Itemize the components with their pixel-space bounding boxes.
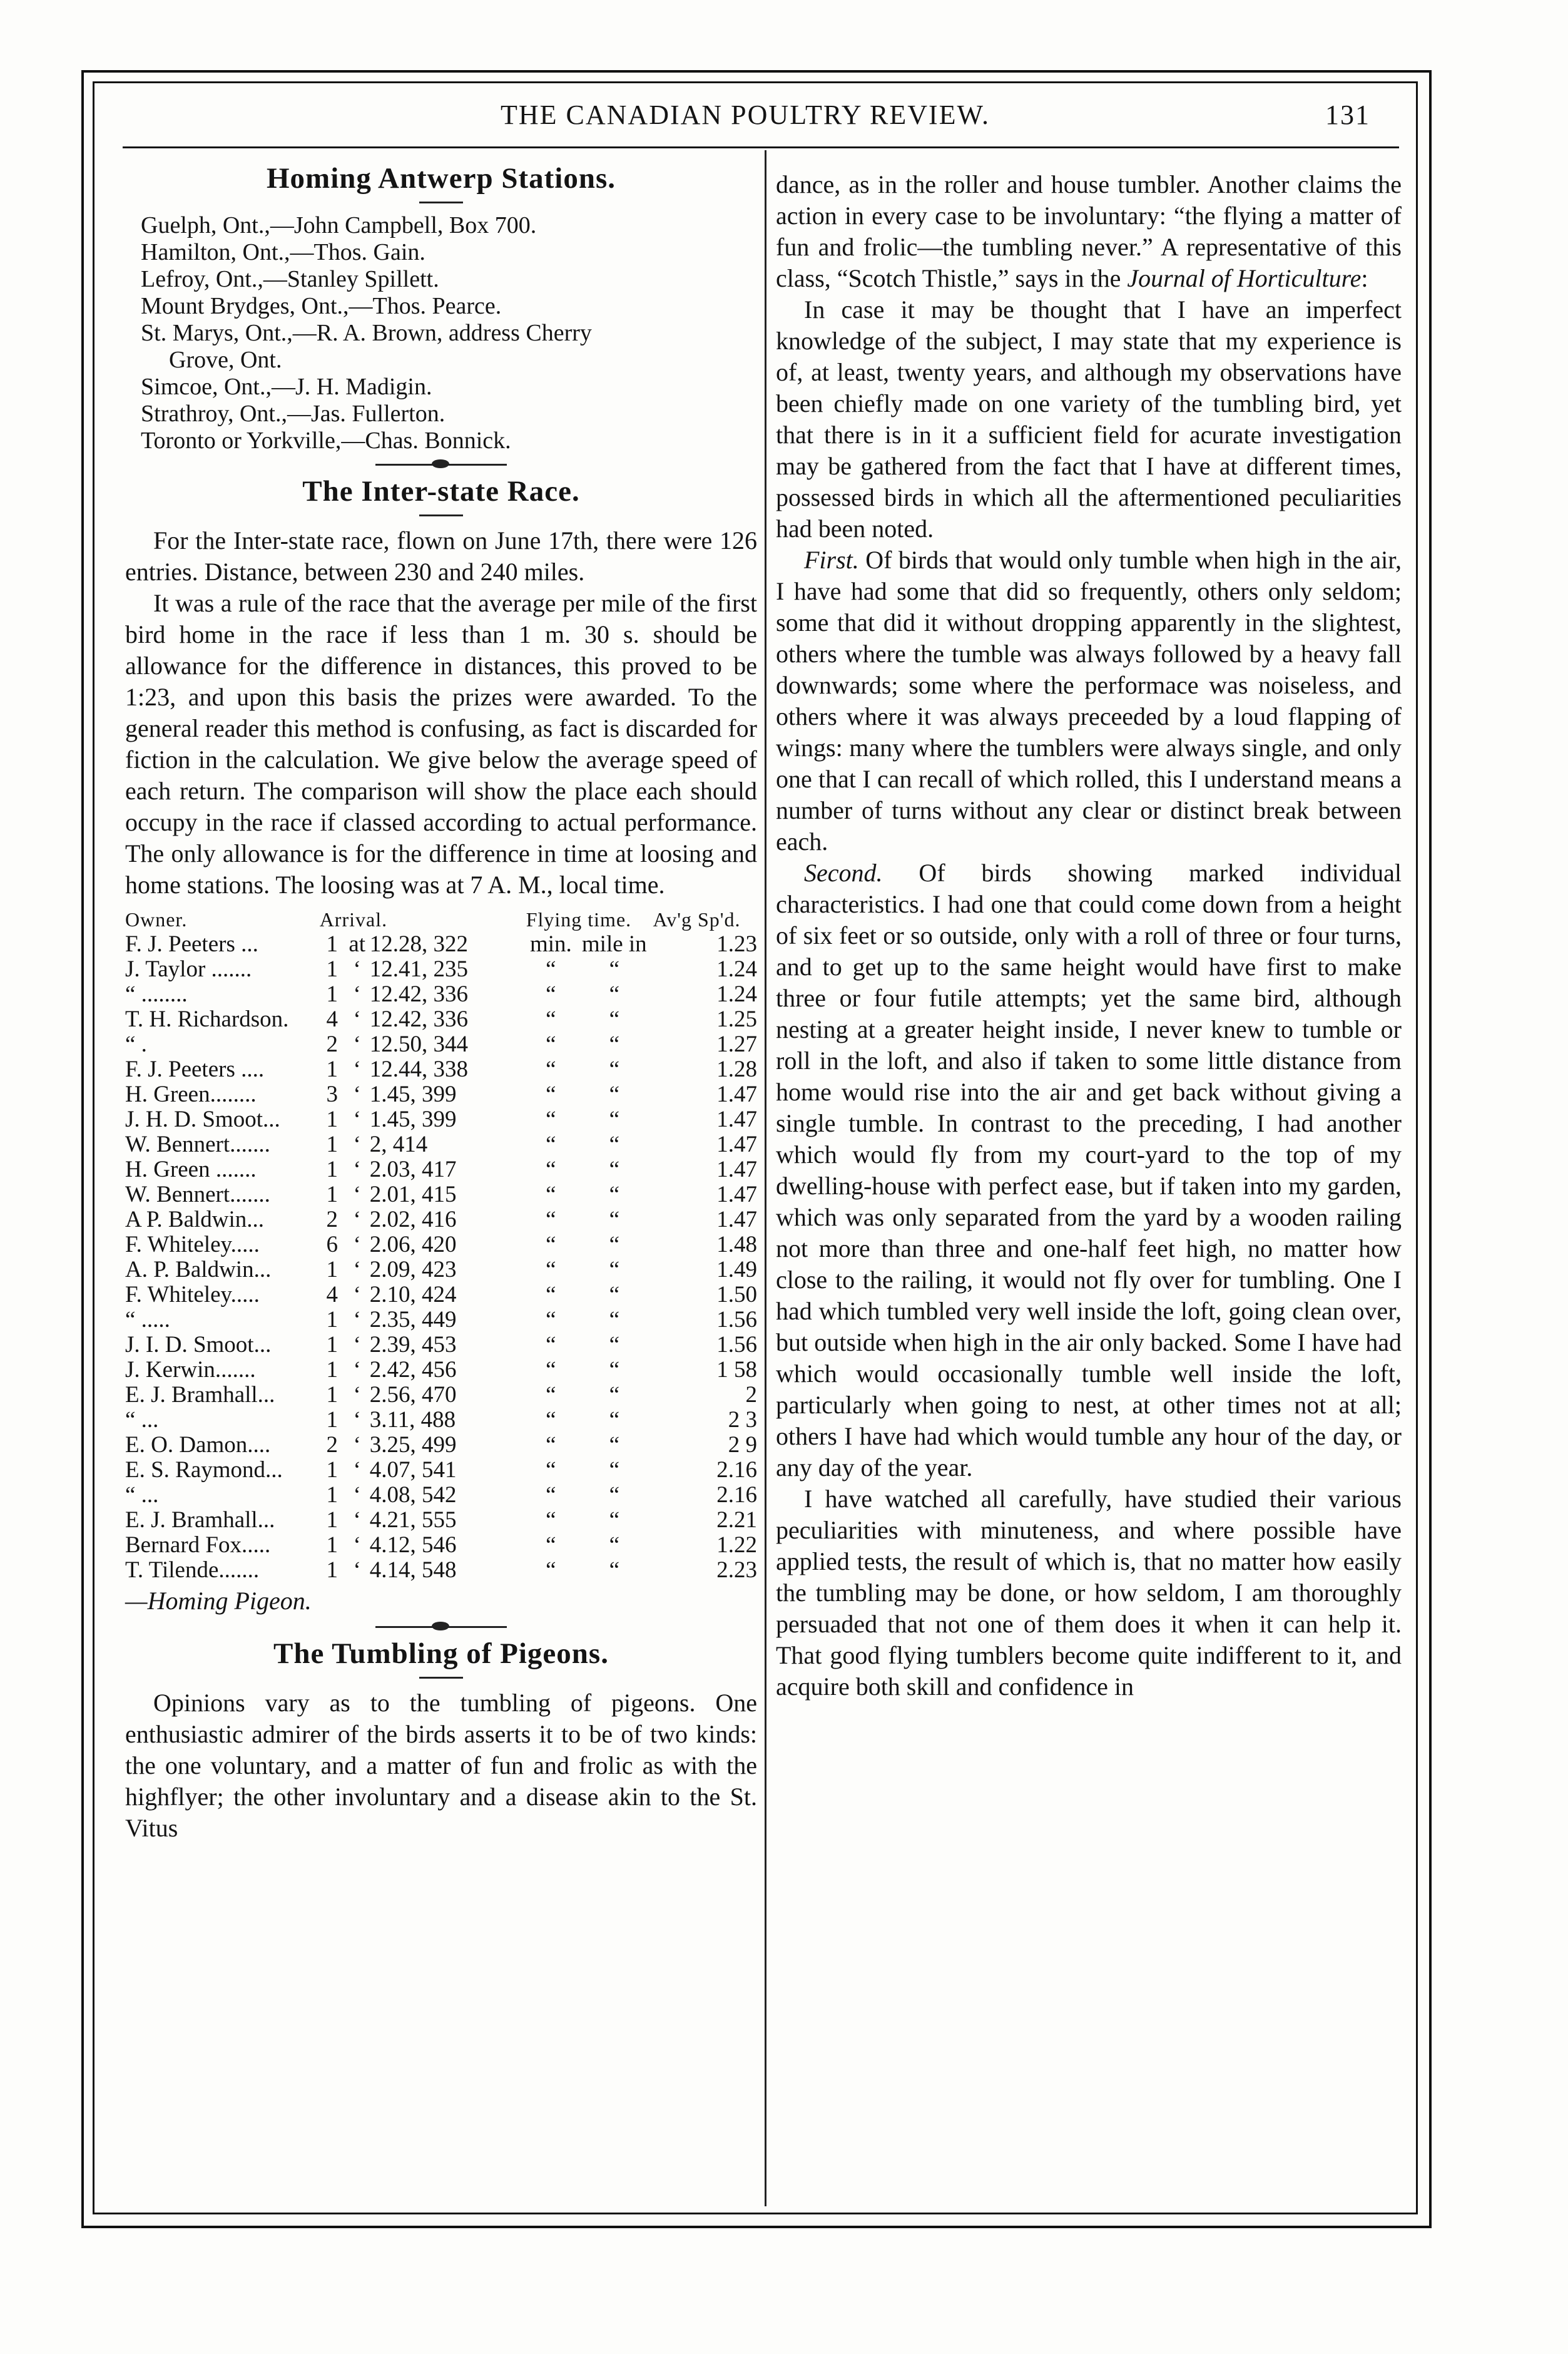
table-row <box>125 1458 757 1483</box>
arrival-mark-cell: ‘ <box>353 1507 361 1533</box>
time-distance-cell: 1.45, 399 <box>369 1082 457 1107</box>
time-distance-cell: 12.42, 336 <box>369 981 468 1007</box>
paragraph-text: dance, as in the roller and house tumbler. Another claims the action in every case to be involuntary: “the flying a matter of fun and frolic—the tumbling never.” A representative of this class, “Scotch Thistle,” says in the <box>776 170 1402 292</box>
table-row <box>125 1032 757 1057</box>
owner-cell: H. Green........ <box>125 1082 257 1107</box>
owner-cell: Bernard Fox..... <box>125 1532 271 1558</box>
arrival-mark-cell: ‘ <box>353 1182 361 1207</box>
unit-cell: “ <box>546 1482 556 1508</box>
arrival-mark-cell: ‘ <box>353 1257 361 1282</box>
col-header-owner: Owner. <box>125 908 188 931</box>
count-cell: 3 <box>326 1082 338 1107</box>
station-item: St. Marys, Ont.,—R. A. Brown, address Cherry <box>141 320 592 346</box>
table-row <box>125 1307 757 1333</box>
unit-cell: “ <box>546 1382 556 1408</box>
race-paragraph: For the Inter-state race, flown on June 17th, there were 126 entries. Distance, between 230 and 240 miles. <box>125 526 757 586</box>
speed-cell: 2 9 <box>728 1432 757 1458</box>
owner-cell: A. P. Baldwin... <box>125 1257 272 1282</box>
arrival-mark-cell: ‘ <box>353 1006 361 1032</box>
unit-cell: “ <box>609 981 620 1007</box>
arrival-mark-cell: ‘ <box>353 1332 361 1358</box>
unit-cell: “ <box>609 1006 620 1032</box>
count-cell: 6 <box>326 1232 338 1257</box>
count-cell: 1 <box>326 956 338 982</box>
table-row <box>125 1483 757 1508</box>
unit-cell: “ <box>609 1157 620 1182</box>
owner-cell: “ ... <box>125 1482 159 1508</box>
owner-cell: J. Taylor ....... <box>125 956 252 982</box>
time-distance-cell: 12.44, 338 <box>369 1057 468 1082</box>
table-row <box>125 1107 757 1132</box>
unit-cell: “ <box>609 1257 620 1282</box>
owner-cell: E. J. Bramhall... <box>125 1382 275 1408</box>
race-results-table <box>125 907 757 1583</box>
speed-cell: 1.47 <box>716 1157 757 1182</box>
speed-cell: 1.56 <box>716 1307 757 1333</box>
arrival-mark-cell: ‘ <box>353 1031 361 1057</box>
time-distance-cell: 1.45, 399 <box>369 1107 457 1132</box>
unit-cell: “ <box>546 1357 556 1383</box>
unit-cell: “ <box>609 1082 620 1107</box>
race-heading: The Inter-state Race. <box>302 475 580 508</box>
speed-cell: 1.47 <box>716 1182 757 1207</box>
unit-cell: “ <box>609 1382 620 1408</box>
unit-cell: “ <box>609 1507 620 1533</box>
count-cell: 1 <box>326 1307 338 1333</box>
table-row <box>125 1007 757 1032</box>
count-cell: 1 <box>326 1357 338 1383</box>
speed-cell: 1.28 <box>716 1057 757 1082</box>
arrival-mark-cell: ‘ <box>353 1132 361 1157</box>
speed-cell: 2 3 <box>728 1407 757 1433</box>
arrival-mark-cell: ‘ <box>353 1482 361 1508</box>
table-row <box>125 957 757 982</box>
arrival-mark-cell: ‘ <box>353 981 361 1007</box>
unit-cell: “ <box>609 1482 620 1508</box>
table-row <box>125 1282 757 1307</box>
owner-cell: W. Bennert....... <box>125 1132 270 1157</box>
arrival-mark-cell: ‘ <box>353 1232 361 1257</box>
unit-cell: “ <box>546 1132 556 1157</box>
unit-cell: “ <box>609 1132 620 1157</box>
station-item: Simcoe, Ont.,—J. H. Madigin. <box>141 374 432 400</box>
running-header <box>125 94 1389 144</box>
count-cell: 1 <box>326 1157 338 1182</box>
speed-cell: 1.27 <box>716 1031 757 1057</box>
owner-cell: E. S. Raymond... <box>125 1457 283 1483</box>
owner-cell: H. Green ....... <box>125 1157 257 1182</box>
unit-cell: mile in <box>581 931 647 957</box>
time-distance-cell: 12.50, 344 <box>369 1031 468 1057</box>
table-row <box>125 1057 757 1082</box>
station-item: Hamilton, Ont.,—Thos. Gain. <box>141 239 425 265</box>
owner-cell: J. H. D. Smoot... <box>125 1107 280 1132</box>
speed-cell: 1.50 <box>716 1282 757 1307</box>
unit-cell: “ <box>546 1332 556 1358</box>
table-row <box>125 1232 757 1257</box>
arrival-mark-cell: ‘ <box>353 1357 361 1383</box>
count-cell: 4 <box>326 1006 338 1032</box>
owner-cell: F. Whiteley..... <box>125 1282 260 1307</box>
arrival-mark-cell: ‘ <box>353 1382 361 1408</box>
speed-cell: 1.47 <box>716 1107 757 1132</box>
heading-rule <box>419 514 463 516</box>
unit-cell: “ <box>546 981 556 1007</box>
col-header-flying-time: Flying time. <box>526 908 632 931</box>
owner-cell: W. Bennert....... <box>125 1182 270 1207</box>
speed-cell: 2.23 <box>716 1557 757 1583</box>
count-cell: 1 <box>326 1407 338 1433</box>
table-row <box>125 1408 757 1433</box>
count-cell: 1 <box>326 1382 338 1408</box>
unit-cell: “ <box>609 1457 620 1483</box>
speed-cell: 2.16 <box>716 1457 757 1483</box>
count-cell: 2 <box>326 1207 338 1232</box>
unit-cell: “ <box>546 1307 556 1333</box>
col-header-arrival: Arrival. <box>319 908 388 931</box>
table-row <box>125 1207 757 1232</box>
journal-title: THE CANADIAN POULTRY REVIEW. <box>501 100 990 130</box>
station-item-continued: Grove, Ont. <box>169 347 282 373</box>
unit-cell: “ <box>546 1157 556 1182</box>
race-paragraph: It was a rule of the race that the average per mile of the first bird home in the race if less than 1 m. 30 s. should be allowance for the difference in distances, this proved to be 1:23, and upon this basis the prizes were awarded. To the general reader this method is confusing, as fact is discarded for fiction in the calculation. We give below the average speed of each return. The comparison will show the place each should occupy in the race if classed according to actual performance. The only allowance is for the difference in time at loosing and home stations. The loosing was at 7 A. M., local time. <box>125 589 757 899</box>
arrival-mark-cell: ‘ <box>353 1307 361 1333</box>
owner-cell: “ ... <box>125 1407 159 1433</box>
continued-paragraph <box>776 169 1402 294</box>
time-distance-cell: 12.28, 322 <box>369 931 468 957</box>
arrival-mark-cell: ‘ <box>353 1407 361 1433</box>
unit-cell: “ <box>609 1282 620 1307</box>
unit-cell: “ <box>546 956 556 982</box>
unit-cell: “ <box>609 1357 620 1383</box>
unit-cell: “ <box>609 1232 620 1257</box>
section-ornament <box>375 1623 507 1630</box>
time-distance-cell: 2.10, 424 <box>369 1282 457 1307</box>
unit-cell: “ <box>609 1182 620 1207</box>
paragraph-lead: First. <box>804 546 859 574</box>
unit-cell: “ <box>609 1207 620 1232</box>
owner-cell: T. H. Richardson. <box>125 1006 289 1032</box>
time-distance-cell: 2.09, 423 <box>369 1257 457 1282</box>
unit-cell: “ <box>609 1332 620 1358</box>
time-distance-cell: 4.21, 555 <box>369 1507 457 1533</box>
source-caption: —Homing Pigeon. <box>125 1587 312 1615</box>
time-distance-cell: 2, 414 <box>369 1132 428 1157</box>
speed-cell: 1 58 <box>716 1357 757 1383</box>
arrival-mark-cell: ‘ <box>353 1532 361 1558</box>
speed-cell: 1.48 <box>716 1232 757 1257</box>
unit-cell: “ <box>546 1432 556 1458</box>
arrival-mark-cell: ‘ <box>353 1057 361 1082</box>
arrival-mark-cell: ‘ <box>353 1082 361 1107</box>
count-cell: 1 <box>326 1132 338 1157</box>
unit-cell: “ <box>546 1107 556 1132</box>
unit-cell: “ <box>546 1532 556 1558</box>
time-distance-cell: 4.12, 546 <box>369 1532 457 1558</box>
owner-cell: J. I. D. Smoot... <box>125 1332 272 1358</box>
stations-heading: Homing Antwerp Stations. <box>266 162 616 195</box>
unit-cell: “ <box>546 1232 556 1257</box>
speed-cell: 1.56 <box>716 1332 757 1358</box>
count-cell: 1 <box>326 1457 338 1483</box>
count-cell: 1 <box>326 1557 338 1583</box>
time-distance-cell: 4.08, 542 <box>369 1482 457 1508</box>
unit-cell: “ <box>609 956 620 982</box>
speed-cell: 1.24 <box>716 956 757 982</box>
table-row <box>125 1333 757 1358</box>
count-cell: 1 <box>326 1332 338 1358</box>
paragraph-lead: Second. <box>804 859 883 887</box>
station-item: Guelph, Ont.,—John Campbell, Box 700. <box>141 212 537 238</box>
time-distance-cell: 2.01, 415 <box>369 1182 457 1207</box>
unit-cell: “ <box>546 1082 556 1107</box>
table-row <box>125 1533 757 1558</box>
count-cell: 4 <box>326 1282 338 1307</box>
unit-cell: “ <box>546 1282 556 1307</box>
owner-cell: E. O. Damon.... <box>125 1432 271 1458</box>
time-distance-cell: 2.39, 453 <box>369 1332 457 1358</box>
owner-cell: F. Whiteley..... <box>125 1232 260 1257</box>
time-distance-cell: 2.03, 417 <box>369 1157 457 1182</box>
owner-cell: A P. Baldwin... <box>125 1207 265 1232</box>
unit-cell: “ <box>546 1207 556 1232</box>
time-distance-cell: 2.56, 470 <box>369 1382 457 1408</box>
paragraph-text: : <box>1361 264 1368 292</box>
speed-cell: 1.22 <box>716 1532 757 1558</box>
table-row <box>125 1132 757 1157</box>
unit-cell: “ <box>546 1407 556 1433</box>
time-distance-cell: 12.42, 336 <box>369 1006 468 1032</box>
owner-cell: F. J. Peeters .... <box>125 1057 265 1082</box>
speed-cell: 2.21 <box>716 1507 757 1533</box>
right-column <box>776 169 1402 1702</box>
heading-rule <box>419 202 463 203</box>
count-cell: 1 <box>326 1507 338 1533</box>
journal-name: Journal of Horticulture <box>1127 264 1362 292</box>
speed-cell: 2 <box>745 1382 757 1408</box>
quoted-paragraph <box>776 857 1402 1483</box>
table-row <box>125 982 757 1007</box>
time-distance-cell: 12.41, 235 <box>369 956 468 982</box>
quoted-paragraph: In case it may be thought that I have an imperfect knowledge of the subject, I may state that my experience is of, at least, twenty years, and although my observations have been chiefly made on one variety of the tumbling bird, yet that there is in it a sufficient field for acurate investigation may be gathered from the fact that I have at different times, possessed birds in which all the aftermentioned peculiarities had been noted. <box>776 295 1402 543</box>
count-cell: 1 <box>326 1107 338 1132</box>
table-row <box>125 1558 757 1583</box>
unit-cell: min. <box>529 931 572 957</box>
speed-cell: 1.25 <box>716 1006 757 1032</box>
owner-cell: J. Kerwin....... <box>125 1357 256 1383</box>
tumbling-heading: The Tumbling of Pigeons. <box>273 1637 609 1670</box>
unit-cell: “ <box>609 1057 620 1082</box>
speed-cell: 1.47 <box>716 1132 757 1157</box>
table-row <box>125 1383 757 1408</box>
count-cell: 1 <box>326 1057 338 1082</box>
table-row <box>125 1358 757 1383</box>
table-row <box>125 932 757 957</box>
arrival-mark-cell: at <box>349 931 366 957</box>
paragraph-text: Of birds that would only tumble when high in the air, I have had some that did so frequently, others only seldom; some that did it without dropping apparently in the slightest, others where the tumble was always followed by a heavy fall downwards; some where the performace was noiseless, and others where it was always preceeded by a loud flapping of wings: many where the tumblers were always single, and only one that I can recall of which rolled, this I understand means a number of turns without any clear or distinct break between each. <box>776 546 1402 856</box>
table-row <box>125 1082 757 1107</box>
arrival-mark-cell: ‘ <box>353 1207 361 1232</box>
unit-cell: “ <box>546 1057 556 1082</box>
count-cell: 1 <box>326 931 338 957</box>
section-ornament <box>375 461 507 468</box>
table-row <box>125 1157 757 1182</box>
page-number: 131 <box>1325 100 1370 130</box>
time-distance-cell: 2.02, 416 <box>369 1207 457 1232</box>
count-cell: 1 <box>326 1532 338 1558</box>
unit-cell: “ <box>546 1257 556 1282</box>
owner-cell: F. J. Peeters ... <box>125 931 258 957</box>
speed-cell: 1.47 <box>716 1207 757 1232</box>
owner-cell: T. Tilende....... <box>125 1557 260 1583</box>
owner-cell: “ ........ <box>125 981 188 1007</box>
quoted-paragraph <box>776 545 1402 857</box>
arrival-mark-cell: ‘ <box>353 956 361 982</box>
station-item: Toronto or Yorkville,—Chas. Bonnick. <box>141 427 511 454</box>
count-cell: 2 <box>326 1031 338 1057</box>
speed-cell: 1.23 <box>716 931 757 957</box>
table-row <box>125 1257 757 1282</box>
quoted-paragraph: I have watched all carefully, have studied their various peculiarities with minuteness, and where possible have applied tests, the result of which is, that no matter how easily the tumbling may be done, or how seldom, I am thoroughly persuaded that not one of them does it when it can help it. That good flying tumblers become quite indifferent to it, and acquire both skill and confidence in <box>776 1485 1402 1701</box>
speed-cell: 1.47 <box>716 1082 757 1107</box>
time-distance-cell: 2.42, 456 <box>369 1357 457 1383</box>
paragraph-text: Of birds showing marked individual characteristics. I had one that could come down from a height of six feet or so outside, only with a roll of three or four turns, and to get up to the same height would have first to make three or four futile attempts; yet the same bird, although nesting at a greater height inside, I never knew to tumble or roll in the loft, and also if taken to some little distance from home would rise into the air and get back without giving a single tumble. In contrast to the preceding, I had another which would fly from my court-yard to the top of my dwelling-house with perfect ease, but if taken into my garden, which was only separated from the yard by a wooden railing not more than three and one-half feet high, no matter how close to the railing, it would not fly over for tumbling. One I had which tumbled very well inside the loft, going clean over, but outside when high in the air only backed. Some I have had which would occasionally tumble well inside the loft, particularly when going to nest, at other times not at all; others I have had which would tumble any hour of the day, or any day of the year. <box>776 859 1402 1481</box>
unit-cell: “ <box>546 1507 556 1533</box>
owner-cell: E. J. Bramhall... <box>125 1507 275 1533</box>
time-distance-cell: 3.25, 499 <box>369 1432 457 1458</box>
station-item: Mount Brydges, Ont.,—Thos. Pearce. <box>141 293 502 319</box>
time-distance-cell: 3.11, 488 <box>369 1407 456 1433</box>
unit-cell: “ <box>546 1557 556 1583</box>
unit-cell: “ <box>609 1307 620 1333</box>
time-distance-cell: 4.07, 541 <box>369 1457 457 1483</box>
unit-cell: “ <box>609 1031 620 1057</box>
station-item: Strathroy, Ont.,—Jas. Fullerton. <box>141 401 445 427</box>
unit-cell: “ <box>609 1557 620 1583</box>
arrival-mark-cell: ‘ <box>353 1107 361 1132</box>
time-distance-cell: 4.14, 548 <box>369 1557 457 1583</box>
arrival-mark-cell: ‘ <box>353 1432 361 1458</box>
count-cell: 1 <box>326 981 338 1007</box>
col-header-speed: Av'g Sp'd. <box>653 908 741 931</box>
count-cell: 2 <box>326 1432 338 1458</box>
left-column <box>125 156 757 1844</box>
speed-cell: 1.49 <box>716 1257 757 1282</box>
arrival-mark-cell: ‘ <box>353 1282 361 1307</box>
station-item: Lefroy, Ont.,—Stanley Spillett. <box>141 266 439 292</box>
unit-cell: “ <box>609 1407 620 1433</box>
unit-cell: “ <box>609 1432 620 1458</box>
unit-cell: “ <box>546 1031 556 1057</box>
unit-cell: “ <box>609 1532 620 1558</box>
arrival-mark-cell: ‘ <box>353 1157 361 1182</box>
heading-rule <box>419 1677 463 1679</box>
stations-list <box>125 212 757 454</box>
count-cell: 1 <box>326 1257 338 1282</box>
unit-cell: “ <box>546 1182 556 1207</box>
column-divider <box>765 150 766 2206</box>
header-rule <box>123 146 1399 148</box>
table-row <box>125 1433 757 1458</box>
unit-cell: “ <box>546 1006 556 1032</box>
owner-cell: “ ..... <box>125 1307 170 1333</box>
owner-cell: “ . <box>125 1031 147 1057</box>
speed-cell: 2.16 <box>716 1482 757 1508</box>
arrival-mark-cell: ‘ <box>353 1457 361 1483</box>
time-distance-cell: 2.35, 449 <box>369 1307 457 1333</box>
tumbling-paragraph: Opinions vary as to the tumbling of pigeons. One enthusiastic admirer of the birds asserts it to be of two kinds: the one voluntary, and a matter of fun and frolic as with the highflyer; the other involuntary and a disease akin to the St. Vitus <box>125 1689 757 1842</box>
unit-cell: “ <box>546 1457 556 1483</box>
arrival-mark-cell: ‘ <box>353 1557 361 1583</box>
table-row <box>125 1508 757 1533</box>
count-cell: 1 <box>326 1482 338 1508</box>
unit-cell: “ <box>609 1107 620 1132</box>
count-cell: 1 <box>326 1182 338 1207</box>
time-distance-cell: 2.06, 420 <box>369 1232 457 1257</box>
table-header-row <box>125 907 757 932</box>
speed-cell: 1.24 <box>716 981 757 1007</box>
table-row <box>125 1182 757 1207</box>
